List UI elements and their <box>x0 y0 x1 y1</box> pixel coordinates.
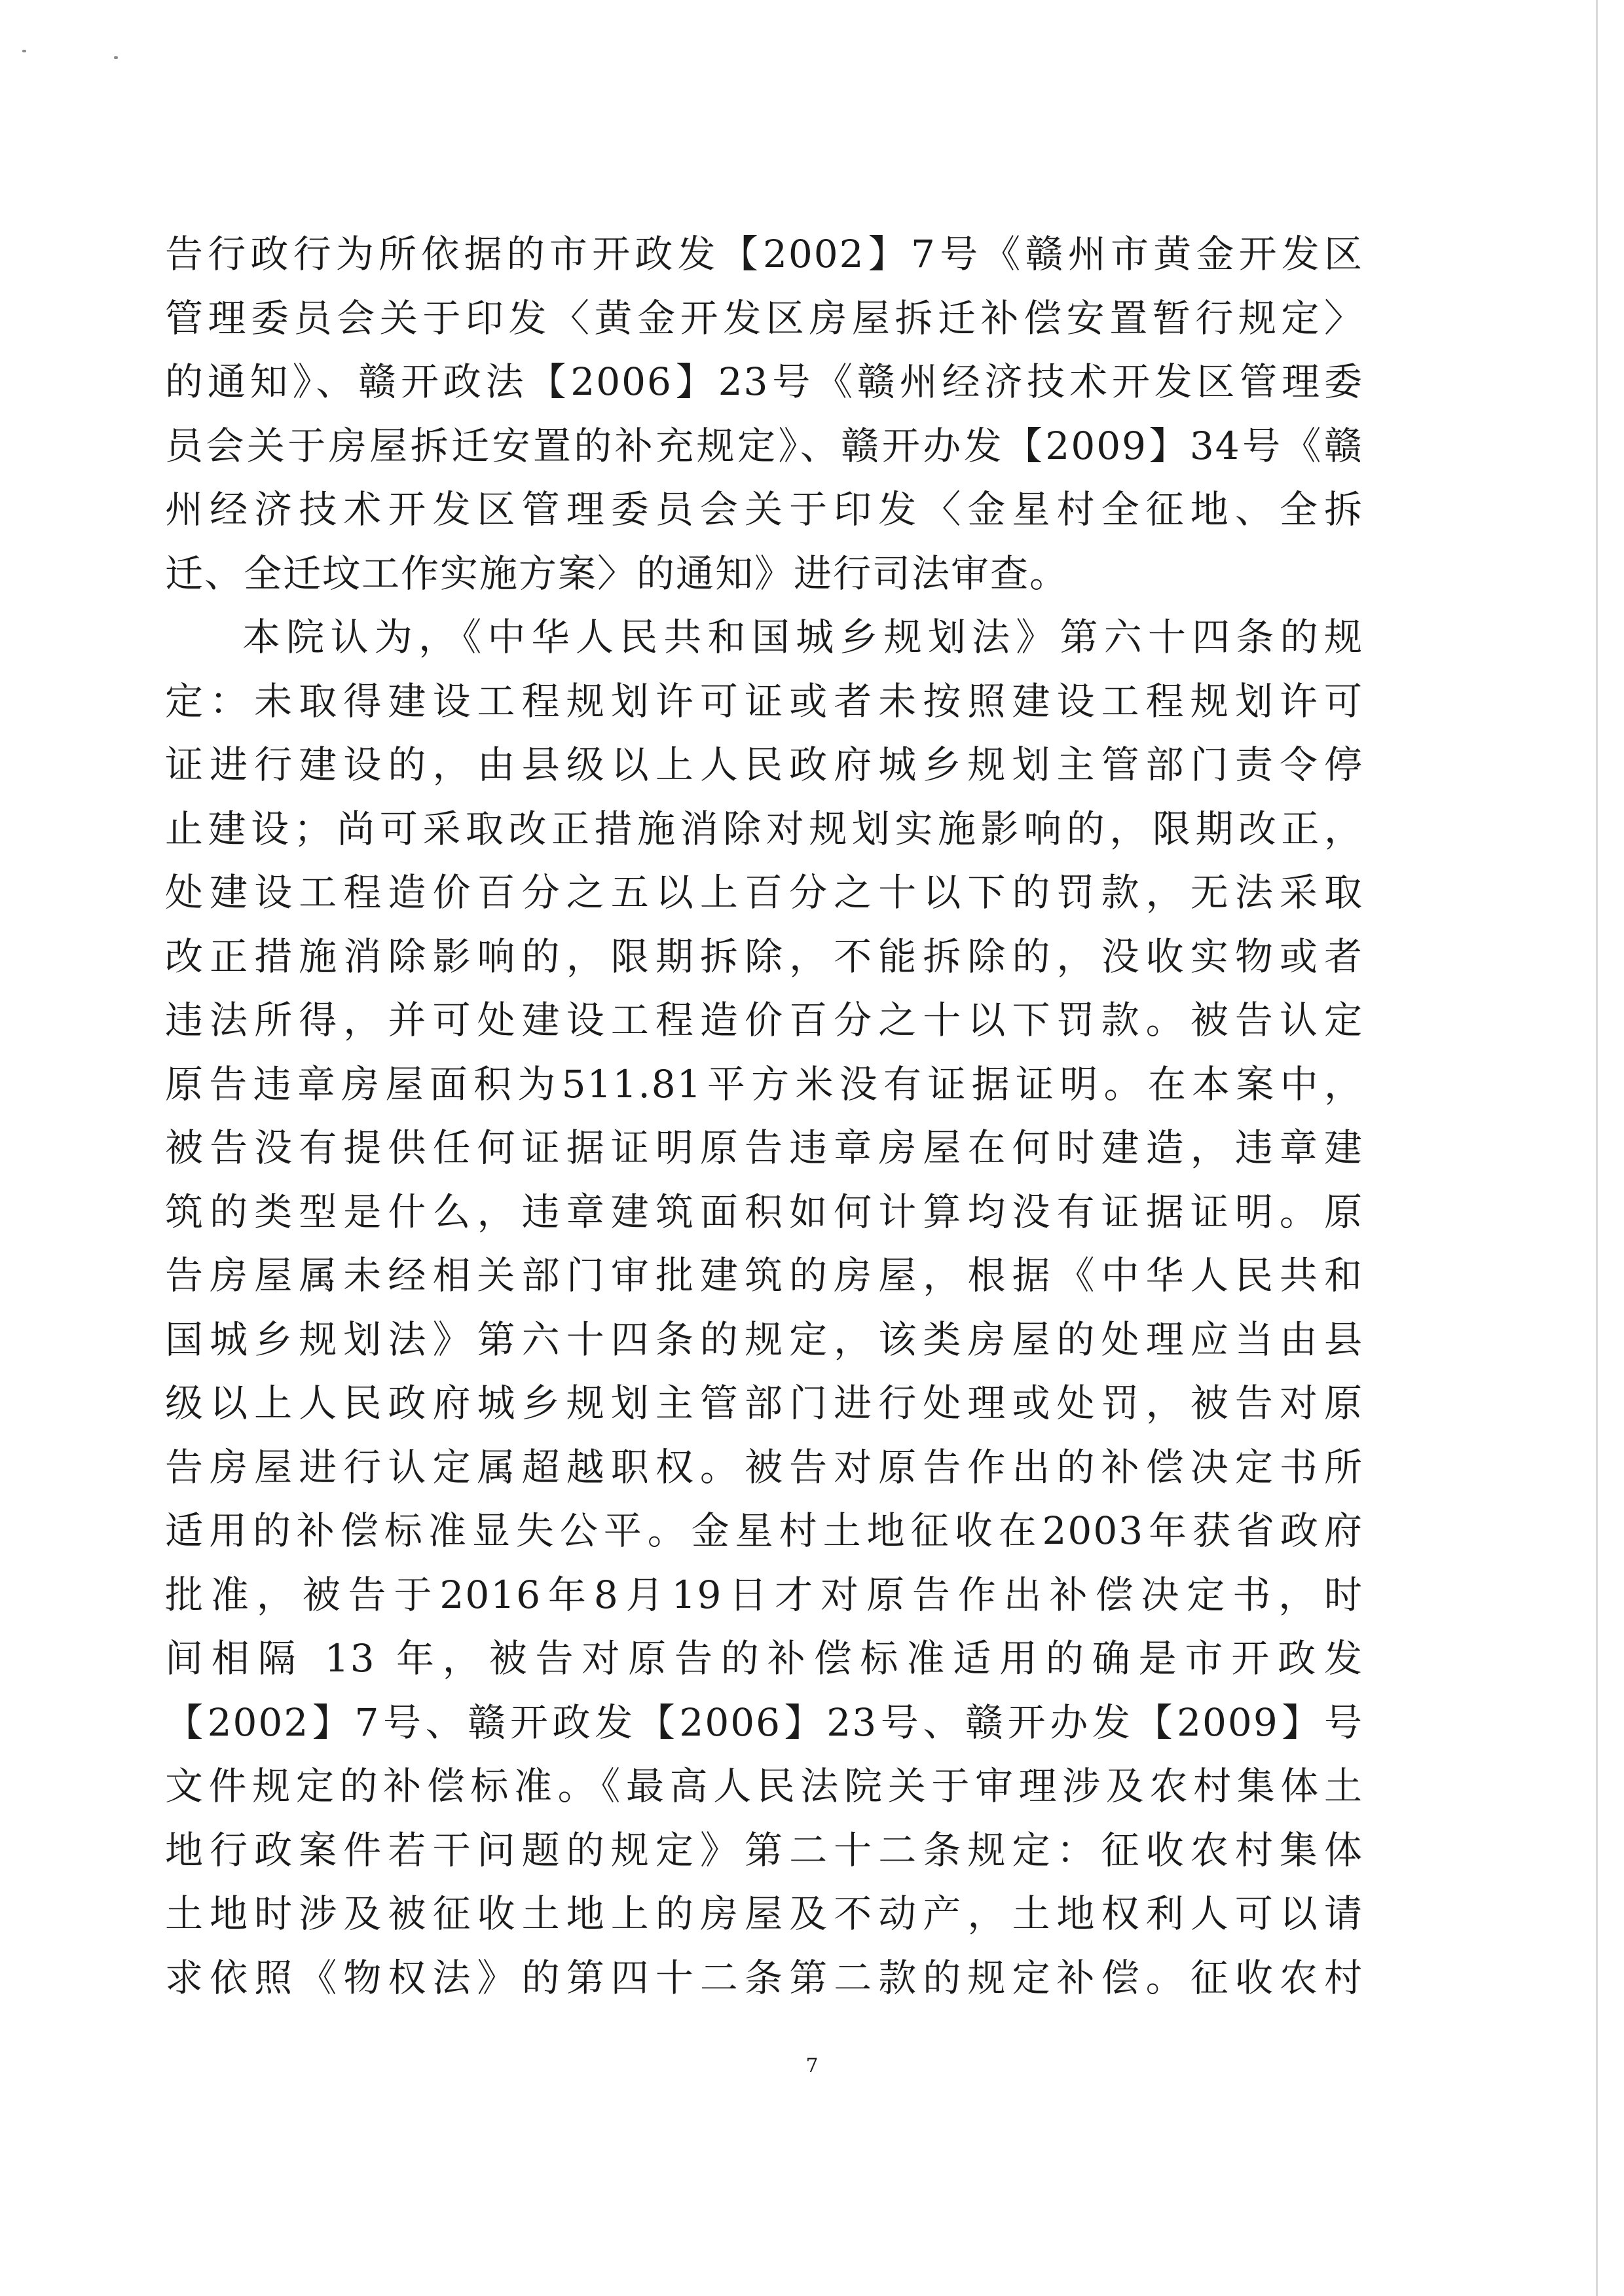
text-line: 的通知》、赣开政法【2006】23号《赣州经济技术开发区管理委 <box>165 359 1363 404</box>
text-line: 告房屋进行认定属超越职权。被告对原告作出的补偿决定书所 <box>165 1444 1363 1489</box>
text-line: 被告没有提供任何证据证明原告违章房屋在何时建造，违章建 <box>165 1125 1363 1170</box>
scan-edge-shadow <box>1596 0 1598 2296</box>
scan-speck <box>22 50 26 52</box>
text-line: 处建设工程造价百分之五以上百分之十以下的罚款，无法采取 <box>165 870 1363 915</box>
text-line: 告行政行为所依据的市开政发【2002】7号《赣州市黄金开发区 <box>165 232 1363 276</box>
text-line: 改正措施消除影响的，限期拆除，不能拆除的，没收实物或者 <box>165 934 1363 979</box>
text-line: 告房屋属未经相关部门审批建筑的房屋，根据《中华人民共和 <box>165 1253 1363 1298</box>
text-line: 间相隔 13 年，被告对原告的补偿标准适用的确是市开政发 <box>165 1636 1363 1681</box>
text-line: 筑的类型是什么，违章建筑面积如何计算均没有证据证明。原 <box>165 1189 1363 1234</box>
text-line: 员会关于房屋拆迁安置的补充规定》、赣开办发【2009】34号《赣 <box>165 423 1363 468</box>
text-line: 州经济技术开发区管理委员会关于印发〈金星村全征地、全拆 <box>165 487 1363 532</box>
text-line: 求依照《物权法》的第四十二条第二款的规定补偿。征收农村 <box>165 1955 1363 2000</box>
text-line: 国城乡规划法》第六十四条的规定，该类房屋的处理应当由县 <box>165 1317 1363 1362</box>
page-number: 7 <box>805 2054 819 2077</box>
text-line: 定：未取得建设工程规划许可证或者未按照建设工程规划许可 <box>165 678 1363 723</box>
text-line: 迁、全迁坟工作实施方案〉的通知》进行司法审查。 <box>165 551 1069 596</box>
text-line: 批准，被告于2016年8月19日才对原告作出补偿决定书，时 <box>165 1572 1363 1617</box>
text-line: 地行政案件若干问题的规定》第二十二条规定：征收农村集体 <box>165 1827 1363 1872</box>
text-line: 原告违章房屋面积为511.81平方米没有证据证明。在本案中， <box>165 1061 1363 1106</box>
text-line: 级以上人民政府城乡规划主管部门进行处理或处罚，被告对原 <box>165 1381 1363 1425</box>
text-line: 证进行建设的，由县级以上人民政府城乡规划主管部门责令停 <box>165 742 1363 787</box>
text-line: 止建设；尚可采取改正措施消除对规划实施影响的，限期改正， <box>165 806 1363 851</box>
text-line: 违法所得，并可处建设工程造价百分之十以下罚款。被告认定 <box>165 998 1363 1042</box>
text-line: 土地时涉及被征收土地上的房屋及不动产，土地权利人可以请 <box>165 1891 1363 1936</box>
text-line: 【2002】7号、赣开政发【2006】23号、赣开办发【2009】号 <box>165 1700 1363 1745</box>
paragraph-first-line: 本院认为，《中华人民共和国城乡规划法》第六十四条的规 <box>242 615 1363 659</box>
text-line: 管理委员会关于印发〈黄金开发区房屋拆迁补偿安置暂行规定〉 <box>165 295 1363 340</box>
text-line: 适用的补偿标准显失公平。金星村土地征收在2003年获省政府 <box>165 1508 1363 1553</box>
document-body <box>165 223 1363 2010</box>
text-line: 文件规定的补偿标准。《最高人民法院关于审理涉及农村集体土 <box>165 1764 1363 1808</box>
scan-speck <box>114 56 118 59</box>
